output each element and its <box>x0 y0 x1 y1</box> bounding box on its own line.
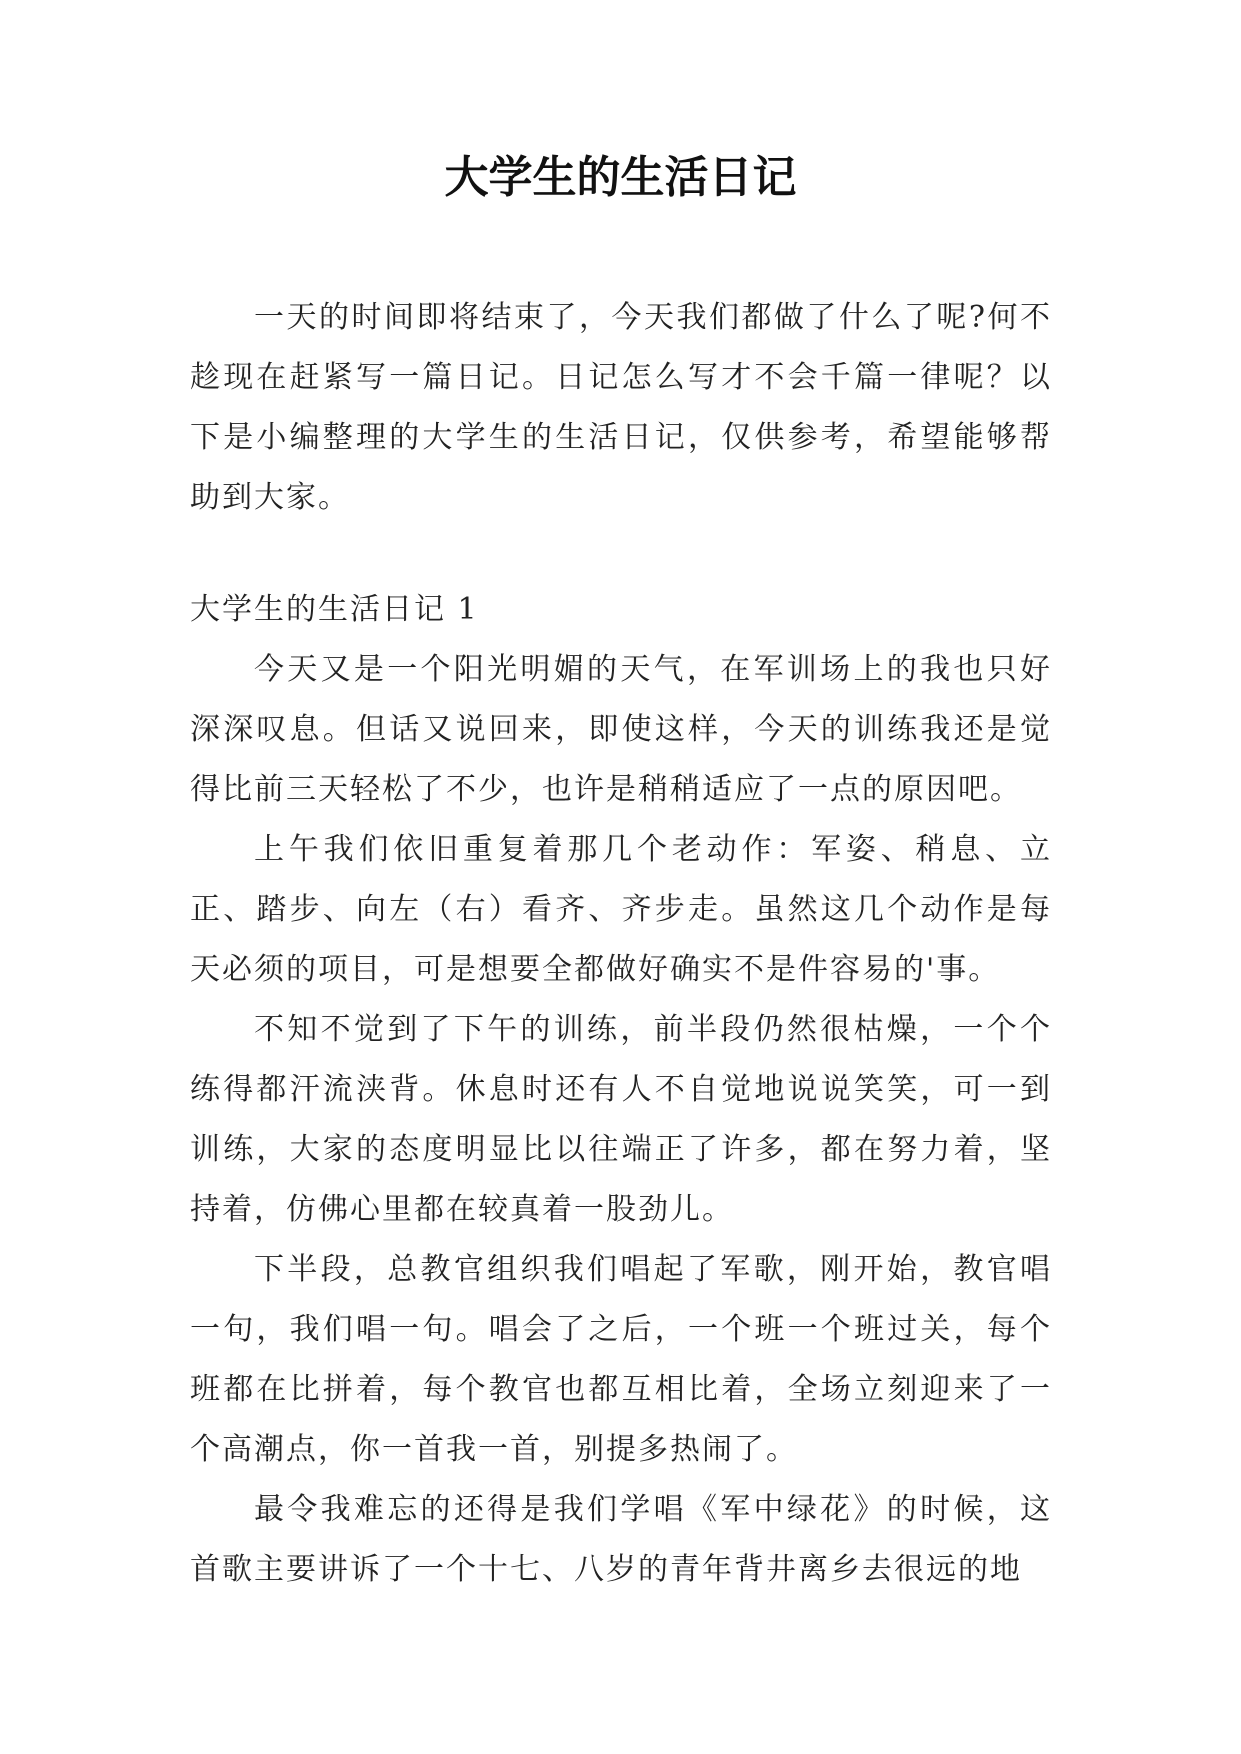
body-paragraph-5: 最令我难忘的还得是我们学唱《军中绿花》的时候，这首歌主要讲诉了一个十七、八岁的青年背井离乡去很远的地 <box>190 1492 1052 1587</box>
body-paragraph-2: 上午我们依旧重复着那几个老动作：军姿、稍息、立正、踏步、向左（右）看齐、齐步走。虽然这几个动作是每天必须的项目，可是想要全都做好确实不是件容易的'事。 <box>190 832 1052 987</box>
document-title: 大学生的生活日记 <box>444 152 797 203</box>
document-body <box>190 288 1052 1600</box>
body-paragraph-1: 今天又是一个阳光明媚的天气，在军训场上的我也只好深深叹息。但话又说回来，即使这样，今天的训练我还是觉得比前三天轻松了不少，也许是稍稍适应了一点的原因吧。 <box>190 652 1052 807</box>
body-paragraph-3: 不知不觉到了下午的训练，前半段仍然很枯燥，一个个练得都汗流浃背。休息时还有人不自觉地说说笑笑，可一到训练，大家的态度明显比以往端正了许多，都在努力着，坚持着，仿佛心里都在较真着一股劲儿。 <box>190 1012 1052 1227</box>
intro-paragraph: 一天的时间即将结束了，今天我们都做了什么了呢?何不趁现在赶紧写一篇日记。日记怎么写才不会千篇一律呢？以下是小编整理的大学生的生活日记，仅供参考，希望能够帮助到大家。 <box>190 300 1052 515</box>
body-paragraph-4: 下半段，总教官组织我们唱起了军歌，刚开始，教官唱一句，我们唱一句。唱会了之后，一个班一个班过关，每个班都在比拼着，每个教官也都互相比着，全场立刻迎来了一个高潮点，你一首我一首，别提多热闹了。 <box>190 1252 1052 1467</box>
section-heading: 大学生的生活日记 1 <box>190 592 479 627</box>
